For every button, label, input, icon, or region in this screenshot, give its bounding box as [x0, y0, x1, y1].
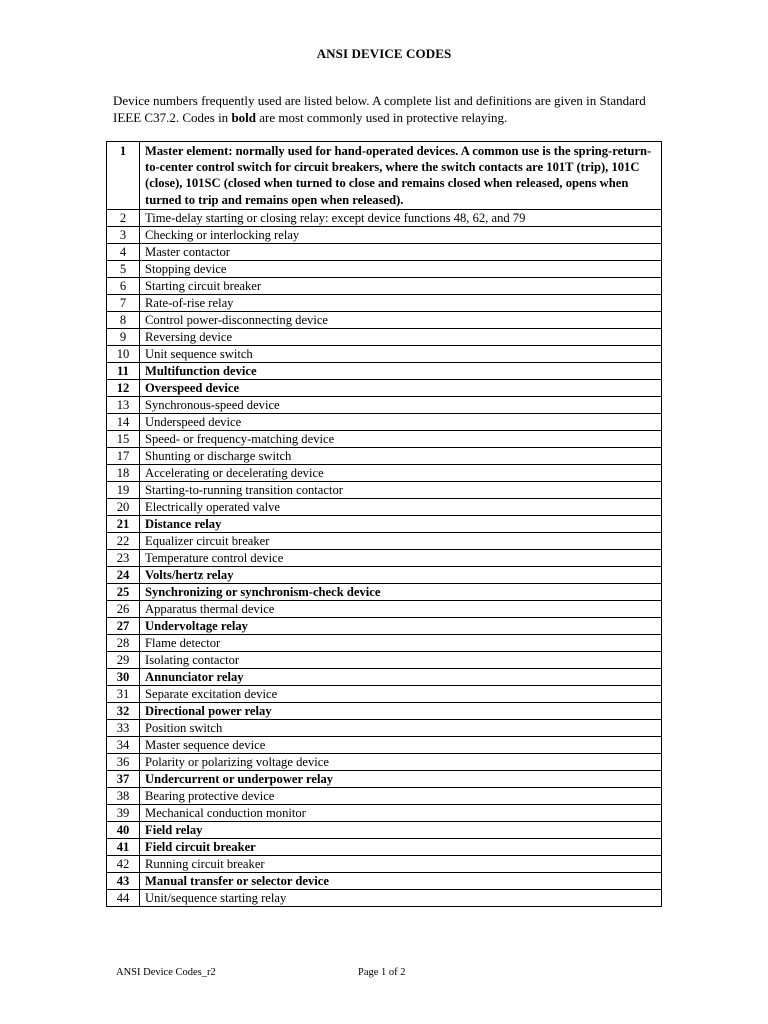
device-number-cell: 36	[107, 753, 140, 770]
device-description-cell: Separate excitation device	[140, 685, 662, 702]
device-number-cell: 11	[107, 362, 140, 379]
table-row	[107, 855, 662, 872]
device-description-cell: Volts/hertz relay	[140, 566, 662, 583]
table-row	[107, 872, 662, 889]
footer-document-name: ANSI Device Codes_r2	[116, 967, 216, 978]
device-number-cell: 42	[107, 855, 140, 872]
table-row	[107, 209, 662, 226]
device-number-cell: 44	[107, 889, 140, 906]
device-description-cell: Annunciator relay	[140, 668, 662, 685]
device-description-cell: Manual transfer or selector device	[140, 872, 662, 889]
table-row	[107, 379, 662, 396]
device-number-cell: 41	[107, 838, 140, 855]
device-number-cell: 43	[107, 872, 140, 889]
table-row	[107, 498, 662, 515]
device-description-cell: Synchronizing or synchronism-check device	[140, 583, 662, 600]
device-description-cell: Unit/sequence starting relay	[140, 889, 662, 906]
table-row	[107, 396, 662, 413]
table-row	[107, 634, 662, 651]
table-row	[107, 736, 662, 753]
device-description-cell: Polarity or polarizing voltage device	[140, 753, 662, 770]
intro-bold-word: bold	[231, 109, 257, 125]
device-description-cell: Master contactor	[140, 243, 662, 260]
device-number-cell: 3	[107, 226, 140, 243]
table-row	[107, 464, 662, 481]
table-row	[107, 549, 662, 566]
intro-text-before: Device numbers frequently used are listed below. A complete list and definitions are given in Standard IEEE C37.2. Codes in	[113, 93, 646, 125]
device-number-cell: 32	[107, 702, 140, 719]
table-row	[107, 532, 662, 549]
table-row	[107, 345, 662, 362]
device-description-cell: Isolating contactor	[140, 651, 662, 668]
device-description-cell: Undercurrent or underpower relay	[140, 770, 662, 787]
device-number-cell: 40	[107, 821, 140, 838]
device-number-cell: 17	[107, 447, 140, 464]
device-description-cell: Flame detector	[140, 634, 662, 651]
table-row	[107, 838, 662, 855]
device-description-cell: Running circuit breaker	[140, 855, 662, 872]
device-description-cell: Overspeed device	[140, 379, 662, 396]
device-number-cell: 4	[107, 243, 140, 260]
device-description-cell: Directional power relay	[140, 702, 662, 719]
device-number-cell: 6	[107, 277, 140, 294]
document-title: ANSI DEVICE CODES	[316, 46, 452, 61]
device-number-cell: 5	[107, 260, 140, 277]
device-description-cell: Multifunction device	[140, 362, 662, 379]
device-number-cell: 39	[107, 804, 140, 821]
device-description-cell: Mechanical conduction monitor	[140, 804, 662, 821]
device-description-cell: Starting-to-running transition contactor	[140, 481, 662, 498]
device-description-cell: Apparatus thermal device	[140, 600, 662, 617]
device-number-cell: 10	[107, 345, 140, 362]
table-row	[107, 142, 662, 210]
intro-text-after: are most commonly used in protective relaying.	[256, 109, 508, 125]
device-number-cell: 24	[107, 566, 140, 583]
table-row	[107, 685, 662, 702]
table-row	[107, 753, 662, 770]
device-number-cell: 29	[107, 651, 140, 668]
device-number-cell: 27	[107, 617, 140, 634]
table-row	[107, 515, 662, 532]
device-description-cell: Reversing device	[140, 328, 662, 345]
device-number-cell: 18	[107, 464, 140, 481]
device-description-cell: Time-delay starting or closing relay: except device functions 48, 62, and 79	[140, 209, 662, 226]
device-codes-table	[106, 141, 662, 907]
device-description-cell: Accelerating or decelerating device	[140, 464, 662, 481]
device-number-cell: 37	[107, 770, 140, 787]
table-row	[107, 260, 662, 277]
device-description-cell: Unit sequence switch	[140, 345, 662, 362]
device-number-cell: 15	[107, 430, 140, 447]
device-description-cell: Master sequence device	[140, 736, 662, 753]
device-description-cell: Position switch	[140, 719, 662, 736]
table-row	[107, 702, 662, 719]
device-number-cell: 2	[107, 209, 140, 226]
device-number-cell: 31	[107, 685, 140, 702]
device-description-cell: Electrically operated valve	[140, 498, 662, 515]
device-description-cell: Shunting or discharge switch	[140, 447, 662, 464]
device-number-cell: 12	[107, 379, 140, 396]
device-number-cell: 30	[107, 668, 140, 685]
device-description-cell: Master element: normally used for hand-operated devices. A common use is the spring-return-to-center control switch for circuit breakers, where the switch contacts are 101T (trip), 101C (close), 101SC (closed when turned to close and remains closed when released, opens when turned to trip and remains open when released).	[140, 142, 662, 210]
table-row	[107, 583, 662, 600]
device-number-cell: 28	[107, 634, 140, 651]
device-description-cell: Bearing protective device	[140, 787, 662, 804]
table-row	[107, 362, 662, 379]
device-number-cell: 9	[107, 328, 140, 345]
device-number-cell: 7	[107, 294, 140, 311]
device-description-cell: Stopping device	[140, 260, 662, 277]
table-row	[107, 600, 662, 617]
intro-paragraph	[113, 93, 673, 126]
table-row	[107, 430, 662, 447]
device-number-cell: 23	[107, 549, 140, 566]
device-description-cell: Undervoltage relay	[140, 617, 662, 634]
table-row	[107, 719, 662, 736]
device-number-cell: 8	[107, 311, 140, 328]
table-row	[107, 617, 662, 634]
device-description-cell: Distance relay	[140, 515, 662, 532]
device-number-cell: 25	[107, 583, 140, 600]
table-row	[107, 566, 662, 583]
device-number-cell: 21	[107, 515, 140, 532]
device-number-cell: 38	[107, 787, 140, 804]
device-number-cell: 1	[107, 142, 140, 210]
table-row	[107, 770, 662, 787]
table-row	[107, 277, 662, 294]
device-description-cell: Equalizer circuit breaker	[140, 532, 662, 549]
device-description-cell: Starting circuit breaker	[140, 277, 662, 294]
table-row	[107, 668, 662, 685]
device-number-cell: 26	[107, 600, 140, 617]
device-number-cell: 19	[107, 481, 140, 498]
device-description-cell: Field circuit breaker	[140, 838, 662, 855]
table-row	[107, 481, 662, 498]
table-row	[107, 651, 662, 668]
table-row	[107, 413, 662, 430]
footer-page-number: Page 1 of 2	[358, 967, 406, 978]
device-description-cell: Control power-disconnecting device	[140, 311, 662, 328]
device-number-cell: 13	[107, 396, 140, 413]
table-row	[107, 294, 662, 311]
device-number-cell: 20	[107, 498, 140, 515]
table-row	[107, 328, 662, 345]
table-row	[107, 243, 662, 260]
device-description-cell: Temperature control device	[140, 549, 662, 566]
table-row	[107, 226, 662, 243]
table-row	[107, 447, 662, 464]
device-description-cell: Speed- or frequency-matching device	[140, 430, 662, 447]
device-number-cell: 22	[107, 532, 140, 549]
device-description-cell: Synchronous-speed device	[140, 396, 662, 413]
device-number-cell: 33	[107, 719, 140, 736]
table-row	[107, 821, 662, 838]
device-number-cell: 14	[107, 413, 140, 430]
table-row	[107, 311, 662, 328]
device-description-cell: Checking or interlocking relay	[140, 226, 662, 243]
table-row	[107, 804, 662, 821]
device-description-cell: Underspeed device	[140, 413, 662, 430]
device-description-cell: Rate-of-rise relay	[140, 294, 662, 311]
table-row	[107, 889, 662, 906]
device-codes-table-body	[107, 142, 662, 907]
device-description-cell: Field relay	[140, 821, 662, 838]
device-number-cell: 34	[107, 736, 140, 753]
table-row	[107, 787, 662, 804]
